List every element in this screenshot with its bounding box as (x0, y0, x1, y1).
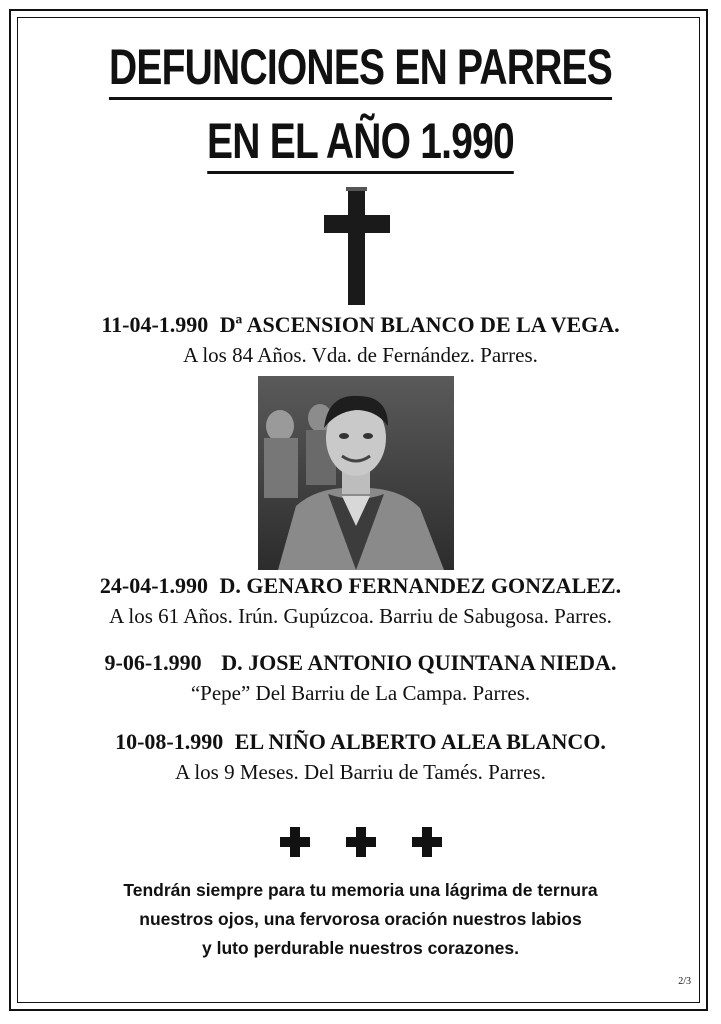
title-line-1-text: DEFUNCIONES EN PARRES (109, 39, 612, 100)
closing-line-3: y luto perdurable nuestros corazones. (201, 938, 520, 958)
entry-4-header (0, 729, 721, 755)
entry-2-date: 24-04-1.990 (99, 573, 209, 598)
closing-verse (0, 876, 721, 963)
portrait-photo (258, 376, 454, 570)
entry-1-name: Dª ASCENSION BLANCO DE LA VEGA. (219, 312, 620, 337)
closing-line-1: Tendrán siempre para tu memoria una lágrima de ternura (123, 880, 598, 900)
small-cross-icon (411, 826, 443, 858)
entry-1-details: A los 84 Años. Vda. de Fernández. Parres. (183, 343, 538, 367)
entry-3-date: 9-06-1.990 (104, 650, 202, 675)
title-line-1 (79, 39, 641, 95)
entry-3-name: D. JOSE ANTONIO QUINTANA NIEDA. (221, 650, 617, 675)
entry-2-header (0, 573, 721, 599)
entry-2-details: A los 61 Años. Irún. Gupúzcoa. Barriu de Sabugosa. Parres. (109, 604, 612, 628)
closing-line-2: nuestros ojos, una fervorosa oración nuestros labios (139, 909, 582, 929)
page-number: 2/3 (678, 976, 691, 987)
entry-4-date: 10-08-1.990 (115, 729, 224, 754)
small-cross-icon (279, 826, 311, 858)
entry-3-header (0, 650, 721, 676)
entry-3-details: “Pepe” Del Barriu de La Campa. Parres. (190, 681, 531, 705)
entry-2-name: D. GENARO FERNANDEZ GONZALEZ. (219, 573, 622, 598)
title-line-2 (79, 113, 641, 169)
entry-4-details: A los 9 Meses. Del Barriu de Tamés. Parres. (175, 760, 546, 784)
entry-4-name: EL NIÑO ALBERTO ALEA BLANCO. (234, 729, 606, 754)
entry-1-header (0, 312, 721, 338)
title-line-2-text: EN EL AÑO 1.990 (207, 113, 514, 174)
latin-cross-icon (322, 185, 392, 307)
small-cross-icon (345, 826, 377, 858)
entry-1-date: 11-04-1.990 (101, 312, 209, 337)
three-crosses (0, 826, 721, 863)
portrait-photo-graphic (258, 376, 454, 570)
